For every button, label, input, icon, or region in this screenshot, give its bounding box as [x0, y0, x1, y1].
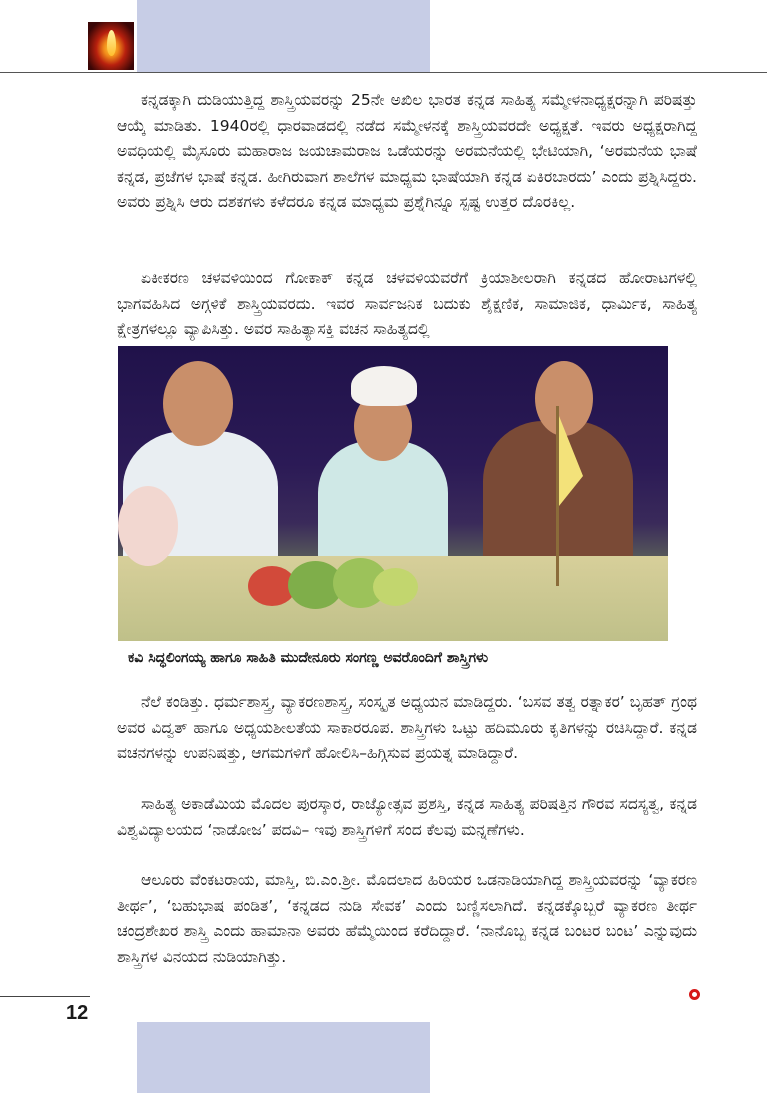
photo-caption: ಕವಿ ಸಿದ್ಧಲಿಂಗಯ್ಯ ಹಾಗೂ ಸಾಹಿತಿ ಮುದೇನೂರು ಸಂಗಣ್ಣ ಅವರೊಂದಿಗೆ ಶಾಸ್ತ್ರಿಗಳು	[128, 650, 489, 666]
paragraph-4: ಸಾಹಿತ್ಯ ಅಕಾಡೆಮಿಯ ಮೊದಲ ಪುರಸ್ಕಾರ, ರಾಜ್ಯೋತ್ಸವ ಪ್ರಶಸ್ತಿ, ಕನ್ನಡ ಸಾಹಿತ್ಯ ಪರಿಷತ್ತಿನ ಗೌರವ ಸದಸ್ಯತ್ವ, ಕನ್ನಡ ವಿಶ್ವವಿದ್ಯಾಲಯದ ‘ನಾಡೋಜ’ ಪದವಿ– ಇವು ಶಾಸ್ತ್ರಿಗಳಿಗೆ ಸಂದ ಕೆಲವು ಮನ್ನಣೆಗಳು.	[117, 795, 697, 839]
header-rule	[0, 72, 767, 73]
group-photo	[118, 346, 668, 641]
ring-icon	[689, 989, 700, 1000]
fruit	[373, 568, 418, 606]
footer-band	[137, 1022, 430, 1093]
header-band	[137, 0, 430, 72]
footer-rule	[0, 996, 90, 997]
lamp-flame-icon	[88, 22, 134, 70]
flame-shape	[107, 30, 116, 56]
flag	[559, 416, 583, 506]
page-number: 12	[66, 1002, 89, 1024]
paragraph-1: ಕನ್ನಡಕ್ಕಾಗಿ ದುಡಿಯುತ್ತಿದ್ದ ಶಾಸ್ತ್ರಿಯವರನ್ನು 25ನೇ ಅಖಿಲ ಭಾರತ ಕನ್ನಡ ಸಾಹಿತ್ಯ ಸಮ್ಮೇಳನಾಧ್ಯಕ್ಷರನ್ನಾಗಿ ಪರಿಷತ್ತು ಆಯ್ಕೆ ಮಾಡಿತು. 1940ರಲ್ಲಿ ಧಾರವಾಡದಲ್ಲಿ ನಡೆದ ಸಮ್ಮೇಳನಕ್ಕೆ ಶಾಸ್ತ್ರಿಯವರದೇ ಅಧ್ಯಕ್ಷತೆ. ಇವರು ಅಧ್ಯಕ್ಷರಾಗಿದ್ದ ಅವಧಿಯಲ್ಲಿ ಮೈಸೂರು ಮಹಾರಾಜ ಜಯಚಾಮರಾಜ ಒಡೆಯರನ್ನು ಅರಮನೆಯಲ್ಲಿ ಭೇಟಿಯಾಗಿ, ‘ಅರಮನೆಯ ಭಾಷೆ ಕನ್ನಡ, ಪ್ರಜೆಗಳ ಭಾಷೆ ಕನ್ನಡ. ಹೀಗಿರುವಾಗ ಶಾಲೆಗಳ ಮಾಧ್ಯಮ ಭಾಷೆಯಾಗಿ ಕನ್ನಡ ಏಕಿರಬಾರದು’ ಎಂದು ಪ್ರಶ್ನಿಸಿದ್ದರು. ಅವರು ಪ್ರಶ್ನಿಸಿ ಆರು ದಶಕಗಳು ಕಳೆದರೂ ಕನ್ನಡ ಮಾಧ್ಯಮ ಪ್ರಶ್ನೆಗಿನ್ನೂ ಸ್ಪಷ್ಟ ಉತ್ತರ ದೊರಕಿಲ್ಲ.	[117, 91, 697, 211]
person-left-head	[163, 361, 233, 446]
flowers	[118, 486, 178, 566]
paragraph-5: ಆಲೂರು ವೆಂಕಟರಾಯ, ಮಾಸ್ತಿ, ಬಿ.ಎಂ.ಶ್ರೀ. ಮೊದಲಾದ ಹಿರಿಯರ ಒಡನಾಡಿಯಾಗಿದ್ದ ಶಾಸ್ತ್ರಿಯವರನ್ನು ‘ವ್ಯಾಕರಣ ತೀರ್ಥ’, ‘ಬಹುಭಾಷ ಪಂಡಿತ’, ‘ಕನ್ನಡದ ನುಡಿ ಸೇವಕ’ ಎಂದು ಬಣ್ಣಿಸಲಾಗಿದೆ. ಕನ್ನಡಕ್ಕೊಬ್ಬರೆ ವ್ಯಾಕರಣ ತೀರ್ಥ ಚಂದ್ರಶೇಖರ ಶಾಸ್ತ್ರಿ ಎಂದು ಹಾಮಾನಾ ಅವರು ಹೆಮ್ಮೆಯಿಂದ ಕರೆದಿದ್ದಾರೆ. ‘ನಾನೊಬ್ಬ ಕನ್ನಡ ಬಂಟರ ಬಂಟ’ ಎನ್ನುವುದು ಶಾಸ್ತ್ರಿಗಳ ವಿನಯದ ನುಡಿಯಾಗಿತ್ತು.	[117, 871, 697, 966]
turban	[351, 366, 417, 406]
paragraph-3: ನೆಲೆ ಕಂಡಿತ್ತು. ಧರ್ಮಶಾಸ್ತ್ರ, ವ್ಯಾಕರಣಶಾಸ್ತ್ರ, ಸಂಸ್ಕೃತ ಅಧ್ಯಯನ ಮಾಡಿದ್ದರು. ‘ಬಸವ ತತ್ವ ರತ್ನಾಕರ’ ಬೃಹತ್ ಗ್ರಂಥ ಅವರ ವಿದ್ವತ್ ಹಾಗೂ ಅಧ್ಯಯಶೀಲತೆಯ ಸಾಕಾರರೂಪ. ಶಾಸ್ತ್ರಿಗಳು ಒಟ್ಟು ಹದಿಮೂರು ಕೃತಿಗಳನ್ನು ರಚಿಸಿದ್ದಾರೆ. ಕನ್ನಡ ವಚನಗಳನ್ನು ಉಪನಿಷತ್ತು, ಆಗಮಗಳಿಗೆ ಹೋಲಿಸಿ–ಹಿಗ್ಗಿಸುವ ಪ್ರಯತ್ನ ಮಾಡಿದ್ದಾರೆ.	[117, 693, 697, 762]
paragraph-2: ಏಕೀಕರಣ ಚಳವಳಿಯಿಂದ ಗೋಕಾಕ್ ಕನ್ನಡ ಚಳವಳಿಯವರೆಗೆ ಕ್ರಿಯಾಶೀಲರಾಗಿ ಕನ್ನಡದ ಹೋರಾಟಗಳಲ್ಲಿ ಭಾಗವಹಿಸಿದ ಅಗ್ಗಳಿಕೆ ಶಾಸ್ತ್ರಿಯವರದು. ಇವರ ಸಾರ್ವಜನಿಕ ಬದುಕು ಶೈಕ್ಷಣಿಕ, ಸಾಮಾಜಿಕ, ಧಾರ್ಮಿಕ, ಸಾಹಿತ್ಯ ಕ್ಷೇತ್ರಗಳಲ್ಲೂ ವ್ಯಾಪಿಸಿತ್ತು. ಅವರ ಸಾಹಿತ್ಯಾಸಕ್ತಿ ವಚನ ಸಾಹಿತ್ಯದಲ್ಲಿ	[117, 269, 697, 338]
